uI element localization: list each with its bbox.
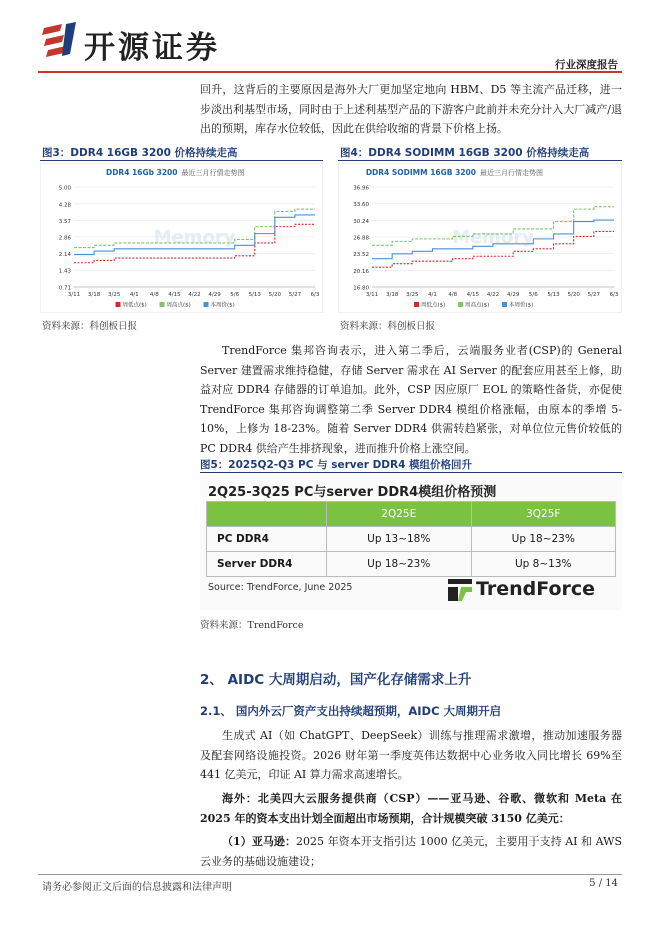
- figure5-table-title: 2Q25-3Q25 PC与server DDR4模组价格预测: [208, 485, 497, 500]
- chart-subtitle: 最近三月行情走势图: [480, 169, 543, 177]
- x-tick-label: 4/22: [188, 292, 201, 298]
- table-header-cell: 3Q25F: [471, 502, 616, 527]
- footer-divider: [38, 874, 622, 875]
- legend-swatch: [204, 302, 209, 307]
- table-header-cell: 2Q25E: [327, 502, 472, 527]
- intro-paragraph: 回升，这背后的主要原因是海外大厂更加坚定地向 HBM、D5 等主流产品迁移，进一步淡出利基型市场，同时由于上述利基型产品的下游客户此前并未充分计入大厂减产/退出的预期，库存水位较低，因此在供给收缩的背景下价格上扬。: [200, 83, 622, 135]
- header-divider: [38, 71, 622, 73]
- x-tick-label: 3/25: [107, 292, 121, 298]
- chart-watermark: Memory: [153, 227, 236, 248]
- amazon-text: 2025 年资本开支指引达 1000 亿美元，主要用于支持 AI 和 AWS 云业务的基础设施建设；: [200, 835, 622, 868]
- y-tick-label: 2.14: [58, 252, 71, 259]
- page-number: 5 / 14: [589, 878, 618, 889]
- table-cell: Up 18~23%: [327, 552, 472, 577]
- x-tick-label: 3/11: [365, 292, 379, 298]
- legend-swatch: [116, 302, 121, 307]
- section2-title: 2、 AIDC 大周期启动，国产化存储需求上升: [200, 672, 472, 688]
- figure5-table: [206, 501, 616, 577]
- x-tick-label: 4/8: [448, 292, 458, 298]
- section2-paragraph2: 海外：北美四大云服务提供商（CSP）——亚马逊、谷歌、微软和 Meta 在 2025 年的资本支出计划全面超出市场预期，合计规模突破 3150 亿美元：: [200, 792, 622, 825]
- table-cell: Up 18~23%: [471, 527, 616, 552]
- trendforce-brand: TrendForce: [476, 578, 596, 600]
- x-tick-label: 4/15: [168, 292, 181, 298]
- table-header-cell: [207, 502, 327, 527]
- table-cell: Up 13~18%: [327, 527, 472, 552]
- chart-watermark: Memory: [452, 227, 534, 248]
- trendforce-paragraph: TrendForce 集邦咨询表示，进入第二季后，云端服务业者(CSP)的 General Server 建置需求维持稳健，存储 Server 需求在 AI Server 的配套应用甚至上修，助益对应 DDR4 存储器的订单追加。此外，CSP 因应原厂 EOL 的策略性备货，亦促使 TrendForce 集邦咨询调整第二季 Server DDR4 模组价格涨幅，由原本的季增 5-10%，上修为 18-23%。随着 Server DDR4 供需转趋紧张，对单位位元售价较低的 PC DDR4 供给产生排挤现象，进而推升价格上涨空间。: [200, 344, 622, 455]
- report-type: 行业深度报告: [555, 59, 618, 71]
- x-tick-label: 6/3: [609, 292, 619, 298]
- legend-label: 周高点($): [166, 302, 191, 309]
- figure3-rule: [40, 160, 323, 161]
- y-tick-label: 20.16: [353, 268, 369, 275]
- figure5-rule: [200, 472, 622, 473]
- x-tick-label: 4/8: [149, 292, 159, 298]
- table-row-label: Server DDR4: [207, 552, 327, 577]
- legend-label: 本周价($): [210, 302, 235, 309]
- table-row: [207, 552, 616, 577]
- y-tick-label: 23.52: [353, 252, 369, 259]
- x-tick-label: 5/20: [567, 292, 580, 298]
- y-tick-label: 5.00: [58, 185, 71, 192]
- x-tick-label: 5/27: [288, 292, 302, 298]
- company-name: 开源证券: [84, 30, 220, 66]
- figure3-source: 资料来源：科创板日报: [42, 321, 138, 332]
- legend-swatch: [458, 302, 463, 307]
- figure3-chart: [40, 163, 323, 313]
- y-tick-label: 36.96: [353, 185, 369, 192]
- x-tick-label: 5/13: [248, 292, 261, 298]
- chart-subtitle: 最近三月行情走势图: [181, 169, 245, 177]
- x-tick-label: 4/1: [428, 292, 437, 298]
- amazon-label: （1）亚马逊：: [222, 835, 297, 848]
- y-tick-label: 4.28: [58, 202, 71, 209]
- table-header-row: [207, 502, 616, 527]
- legend-label: 周低点($): [421, 302, 446, 309]
- y-tick-label: 30.24: [353, 218, 369, 225]
- x-tick-label: 5/6: [230, 292, 240, 298]
- figure5-source: 资料来源：TrendForce: [200, 620, 304, 631]
- section2-paragraph1: 生成式 AI（如 ChatGPT、DeepSeek）训练与推理需求激增，推动加速服务器及配套网络设施投资。2026 财年第一季度英伟达数据中心业务收入同比增长 69%至 441 亿美元，印证 AI 算力需求高速增长。: [200, 729, 622, 781]
- x-tick-label: 5/27: [587, 292, 601, 298]
- table-row-label: PC DDR4: [207, 527, 327, 552]
- company-logo-mark: [40, 20, 80, 58]
- legend-label: 本周价($): [509, 302, 534, 309]
- x-tick-label: 4/29: [208, 292, 221, 298]
- figure5-title: 图5：2025Q2-Q3 PC 与 server DDR4 模组价格回升: [200, 459, 473, 471]
- x-tick-label: 6/3: [310, 292, 320, 298]
- y-tick-label: 3.57: [58, 218, 71, 225]
- x-tick-label: 5/13: [547, 292, 560, 298]
- legend-swatch: [160, 302, 165, 307]
- y-tick-label: 26.88: [353, 235, 369, 242]
- x-tick-label: 3/25: [406, 292, 419, 298]
- x-tick-label: 4/22: [486, 292, 500, 298]
- x-tick-label: 4/29: [506, 292, 520, 298]
- y-tick-label: 16.80: [353, 285, 369, 292]
- section21-title: 2.1、 国内外云厂资产支出持续超预期，AIDC 大周期开启: [200, 704, 502, 718]
- x-tick-label: 3/11: [67, 292, 81, 298]
- y-tick-label: 0.71: [58, 285, 71, 292]
- legend-label: 周低点($): [122, 302, 147, 309]
- x-tick-label: 4/15: [466, 292, 480, 298]
- figure4-rule: [338, 160, 622, 161]
- figure5-table-source: Source: TrendForce, June 2025: [208, 582, 353, 593]
- figure4-title: 图4：DDR4 SODIMM 16GB 3200 价格持续走高: [340, 147, 590, 159]
- x-tick-label: 5/20: [268, 292, 282, 298]
- table-cell: Up 8~13%: [471, 552, 616, 577]
- legend-label: 周高点($): [465, 302, 490, 309]
- y-tick-label: 33.60: [353, 202, 369, 209]
- chart-title: DDR4 SODIMM 16GB 3200: [365, 168, 476, 177]
- y-tick-label: 1.43: [58, 268, 71, 275]
- x-tick-label: 4/1: [129, 292, 139, 298]
- trendforce-logo-icon: [448, 579, 472, 601]
- y-tick-label: 2.86: [58, 235, 71, 242]
- chart-title: DDR4 16Gb 3200: [105, 168, 178, 177]
- figure4-source: 资料来源：科创板日报: [340, 321, 436, 332]
- figure3-title: 图3：DDR4 16GB 3200 价格持续走高: [42, 147, 238, 159]
- section2-paragraph3: [200, 832, 622, 871]
- x-tick-label: 5/6: [528, 292, 538, 298]
- table-row: [207, 527, 616, 552]
- figure4-chart: [338, 163, 622, 313]
- footer-disclaimer: 请务必参阅正文后面的信息披露和法律声明: [42, 882, 232, 893]
- legend-swatch: [414, 302, 419, 307]
- legend-swatch: [502, 302, 507, 307]
- figure5-table-image: [200, 475, 622, 610]
- x-tick-label: 3/18: [385, 292, 399, 298]
- x-tick-label: 3/18: [87, 292, 101, 298]
